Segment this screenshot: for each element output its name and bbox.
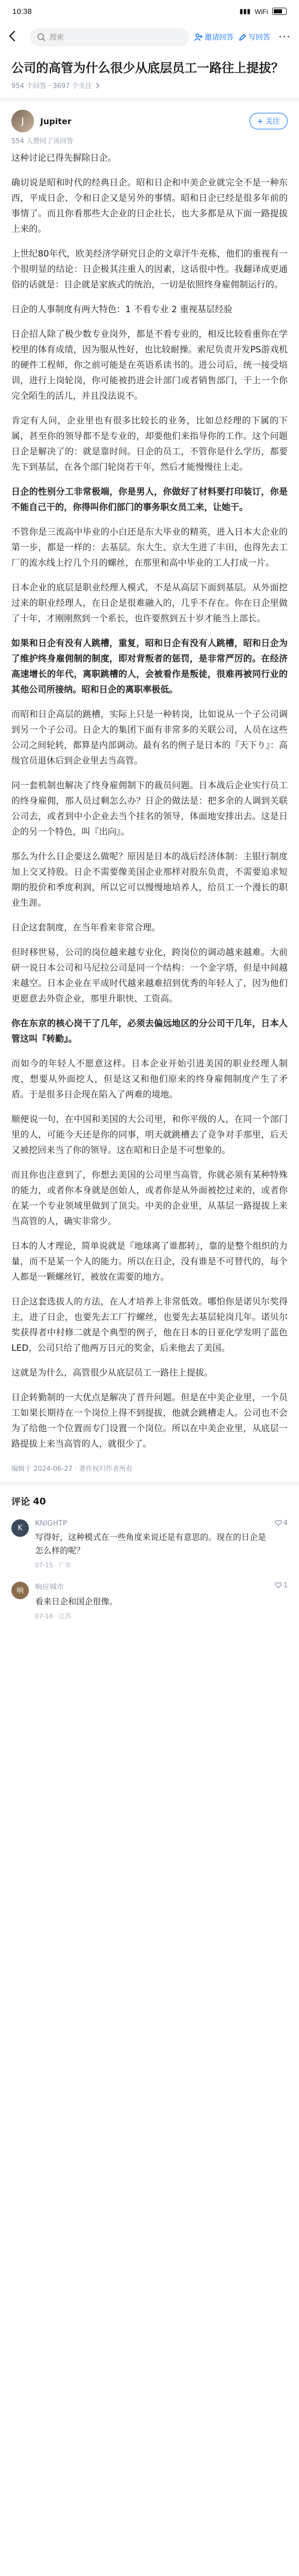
follow-button[interactable]: + 关注 bbox=[250, 113, 288, 129]
answer-paragraph: 确切说是昭和时代的经典日企。昭和日企和中美企业就完全不是一种东西，平成日企、令和日企又是另外的事情。昭和日企已经是很多年前的事情了。而且你看那些大企业的日企社长，也大多都是从下面一路提拔上来的。 bbox=[11, 178, 288, 234]
answer-paragraph: 你在东京的核心岗干了几年，必须去偏远地区的分公司干几年，日本人管这叫『转勤』。 bbox=[11, 1019, 288, 1044]
status-time: 10:38 bbox=[12, 7, 32, 16]
more-button[interactable]: ··· bbox=[278, 30, 291, 44]
author-name[interactable]: Jupiter bbox=[40, 116, 72, 126]
answer-paragraph: 日企招人除了极少数专业岗外，都是不看专业的，相反比较看重你在学校里的体育成绩，因为服从性好，也比较耐操。索尼负责开发PS游戏机的硬件工程师，你之前可能是在英语系读书的。进公司后，统一接受培训，进行上岗轮岗，你可能被扔进会计部门或者销售部门，干上一个你完全陌生的活儿，并且没法说不。 bbox=[11, 329, 288, 401]
comment-item bbox=[0, 1513, 299, 1575]
answer-paragraph: 日企这套选拔人的方法，在人才培养上非常低效。哪怕你是诺贝尔奖得主，进了日企，也要先去工厂拧螺丝，也要先去基层轮岗几年。诺贝尔奖获得者中村修二就是个典型的例子，他在日本的日亚化学发明了蓝色LED，公司只给了他两万日元的奖金，后来他去了美国。 bbox=[11, 1297, 288, 1353]
heart-icon bbox=[275, 1582, 282, 1589]
comment-meta: 07-15 · 广东 bbox=[35, 1562, 72, 1569]
question-stats: 954 个回答 · 3697 个关注 bbox=[11, 82, 92, 90]
answer-paragraph: 日企的人事制度有两大特色：1 不看专业 2 重视基层经验 bbox=[11, 304, 232, 315]
comment-like-button[interactable] bbox=[275, 1519, 288, 1569]
comment-text: 看来日企和国企很像。 bbox=[35, 1597, 118, 1606]
person-add-icon bbox=[194, 33, 203, 41]
commenter-avatar[interactable]: 响 bbox=[11, 1582, 29, 1599]
comment-meta: 07-16 · 江苏 bbox=[35, 1613, 72, 1620]
comment-main bbox=[35, 1582, 269, 1620]
write-answer-button[interactable] bbox=[239, 32, 270, 42]
answer-paragraph: 那么为什么日企要这么做呢？原因是日本的战后经济体制：主银行制度加上交叉持股。日企不需要像美国企业那样对股东负责，不需要追求短期的股价和季度利润，所以它可以慢慢地培养人，给员工一个漫长的职业生涯。 bbox=[11, 852, 288, 908]
question-title[interactable]: 公司的高管为什么很少从底层员工一路往上提拔？ bbox=[11, 61, 284, 75]
comment-text: 写得好，这种模式在一些角度来说还是有意思的。现在的日企是怎么样的呢？ bbox=[35, 1532, 267, 1555]
answer-paragraph: 日企的性别分工非常极端，你是男人，你做好了材料要打印装订，你是不能自己干的，你得叫你们部门的事务职女员工来，让她干。 bbox=[11, 487, 288, 513]
answer-paragraph: 这种讨论已得先摒除日企。 bbox=[11, 153, 117, 163]
pencil-icon bbox=[239, 33, 246, 41]
invite-label: 邀请回答 bbox=[205, 33, 234, 42]
commenter-name[interactable]: 响应城市 bbox=[35, 1583, 64, 1591]
comment-item bbox=[0, 1575, 299, 1626]
signal-icon: ▮▮▮ bbox=[239, 7, 251, 15]
wifi-icon: WiFi bbox=[255, 7, 268, 15]
answer-paragraph: 日企转勤制的一大优点是解决了晋升问题。但是在中美企业里，一个员工如果长期待在一个岗位上得不到提拔，他就会跳槽走人。公司也不会为了给他一个位置而专门设置一个岗位。所以在中美企业里，从底层一路提拔上来当高管的人，就很少了。 bbox=[11, 1393, 288, 1449]
question-meta bbox=[0, 80, 299, 97]
heart-icon bbox=[275, 1519, 282, 1527]
commenter-name[interactable]: KNIGHTP bbox=[35, 1519, 68, 1528]
author-row bbox=[0, 101, 299, 135]
answer-paragraph: 顺便说一句，在中国和美国的大公司里，和你平级的人，在同一个部门里的人，可能今天还是你的同事，明天就跳槽去了竞争对手那里，后天又被挖回来当了你的领导。这在昭和日企是不可想象的。 bbox=[11, 1114, 288, 1156]
comment-list bbox=[0, 1513, 299, 1626]
answer-upvote-count: 554 人赞同了该回答 bbox=[11, 138, 73, 145]
section-divider bbox=[0, 1481, 299, 1485]
status-icons bbox=[240, 7, 287, 15]
answer-paragraph: 而如今的年轻人不愿意这样。日本企业开始引进美国的职业经理人制度，想要从外面挖人，但是这又和他们原来的终身雇佣制度产生了矛盾。于是很多日企现在陷入了两难的境地。 bbox=[11, 1059, 288, 1100]
comments-header bbox=[0, 1485, 299, 1513]
commenter-avatar[interactable]: K bbox=[11, 1519, 29, 1537]
answer-paragraph: 日本企业的底层是职业经理人模式，不是从高层下面到基层。从外面挖过来的职业经理人，在日企是很难融入的，几乎不存在。你在日企里做了十年，才刚刚熬到一个系长，也许要熬到五十岁才能当上部长。 bbox=[11, 583, 288, 624]
avatar[interactable] bbox=[11, 110, 34, 132]
answer-paragraph: 而且你也注意到了，你想去美国的公司里当高管，你就必须有某种特殊的能力，或者你本身就是创始人，或者你是从外面被挖过来的，或者你在某一个专业领域里做到了顶尖。中美的企业里，从基层一路提拔上来当高管的人，确实非常少。 bbox=[11, 1170, 288, 1227]
nav-bar bbox=[0, 23, 299, 52]
answer-paragraph: 同一套机制也解决了终身雇佣制下的裁员问题。日本战后企业实行员工的终身雇佣，那人员过剩怎么办？日企的做法是：把多余的人调到关联公司去，或者到中小企业去当个挂名的领导，体面地安排出去。这是日企的另一个特色，叫『出向』。 bbox=[11, 781, 288, 837]
battery-icon bbox=[272, 8, 287, 15]
answer-paragraph: 日企这套制度，在当年看来非常合理。 bbox=[11, 923, 160, 933]
answer-paragraph: 上世纪80年代，欧美经济学研究日企的文章汗牛充栋，他们的重视有一个很明显的结论：日企极其注重人的因素，这话很中性。我翻译成更通俗的话就是：日企就是家族式的统治，一切是依照终身雇佣制运行的。 bbox=[11, 249, 288, 290]
invite-answer-button[interactable] bbox=[194, 32, 234, 42]
answer-paragraph: 但时移世易，公司的岗位越来越专业化，跨岗位的调动越来越难。大前研一说日本公司和马尼拉公司是同一个结构：一个金字塔，但是中间越来越空。日本企业在平成时代越来越难招到优秀的年轻人了，因为他们更愿意去外资企业，那里升职快、工资高。 bbox=[11, 947, 288, 1004]
chevron-left-icon bbox=[8, 30, 15, 42]
comment-like-button[interactable] bbox=[275, 1582, 288, 1620]
write-label: 写回答 bbox=[248, 33, 271, 42]
answer-body bbox=[0, 150, 299, 1452]
search-icon bbox=[37, 33, 45, 41]
comments-title: 评论 bbox=[11, 1497, 30, 1507]
comment-main bbox=[35, 1519, 269, 1569]
answer-paragraph: 而昭和日企高层的跳槽，实际上只是一种转岗，比如说从一个子公司调到另一个子公司。日企大的集团下面有非常多的关联公司，人员在这些公司之间轮转，都算是内部调动。最有名的例子是日本的『天下り』：高级官员退休后到企业里去当高管。 bbox=[11, 709, 288, 766]
comments-count: 40 bbox=[33, 1496, 46, 1507]
answer-paragraph: 肯定有人问，企业里也有很多比较长的业务，比如总经理的下属的下属，甚至你的领导都不是专业的，却要他们来指导你的工作。这个问题日企是解决了的：就是靠时间。日企的员工，不管你是什么学历，都要先下到基层，在各个部门轮岗若干年，然后才能慢慢往上走。 bbox=[11, 416, 288, 472]
answer-paragraph: 这就是为什么，高管很少从底层员工一路往上提拔。 bbox=[11, 1368, 213, 1378]
answer-paragraph: 日本的人才理论，简单说就是『地球离了谁都转』，靠的是整个组织的力量，而不是某一个人的能力。所以在日企，没有谁是不可替代的，每个人都是一颗螺丝钉，被放在需要的地方。 bbox=[11, 1241, 288, 1282]
comment-like-count: 1 bbox=[283, 1582, 288, 1589]
answer-paragraph: 不管你是三流高中毕业的小白还是东大毕业的精英，进入日本大企业的第一步，都是一样的：去基层。东大生、京大生进了丰田，也得先去工厂的流水线上拧几个月的螺丝，在那里和高中毕业的工人打成一片。 bbox=[11, 527, 288, 568]
comment-like-count: 4 bbox=[283, 1519, 288, 1527]
search-placeholder: 搜索 bbox=[49, 33, 64, 42]
answer-paragraph: 如果和日企有没有人跳槽，重复，昭和日企有没有人跳槽，昭和日企为了维护终身雇佣制的制度，即对背叛者的惩罚，是非常严厉的。在经济高速增长的年代，离职跳槽的人，会被看作是叛徒，很难再被同行业的其他公司所接纳。昭和日企的离职率极低。 bbox=[11, 638, 288, 695]
status-bar bbox=[0, 0, 299, 23]
search-input[interactable] bbox=[30, 28, 189, 46]
answer-footer: 编辑于 2024-06-27 · 著作权归作者所有 bbox=[11, 1465, 133, 1473]
avatar-letter: J bbox=[21, 115, 24, 127]
section-divider bbox=[0, 97, 299, 101]
chevron-right-icon bbox=[95, 82, 99, 89]
back-button[interactable] bbox=[8, 30, 25, 44]
